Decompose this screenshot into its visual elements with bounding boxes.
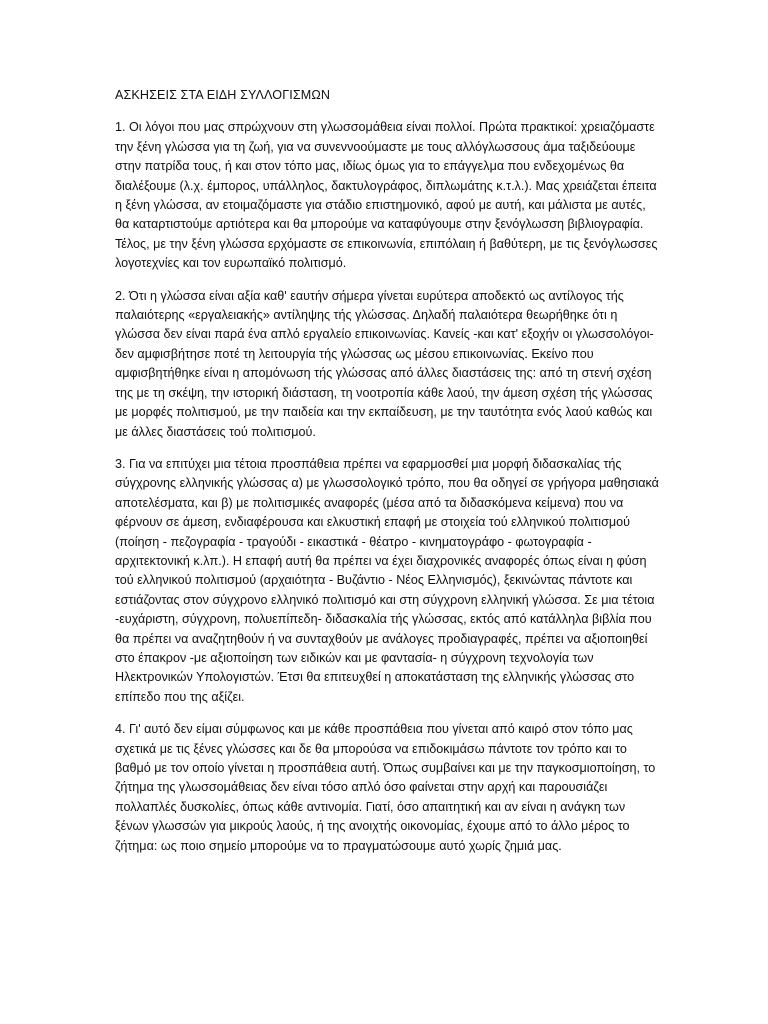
paragraph-4: 4. Γι' αυτό δεν είμαι σύμφωνος και με κάθε προσπάθεια που γίνεται από καιρό στον τόπο μας σχετικά με τις ξένες γλώσσες και δε θα μπορούσα να επιδοκιμάσω πάντοτε τον τρόπο και το βαθμό με τον οποίο γίνεται η προσπάθεια αυτή. Όπως συμβαίνει και με την παγκοσμιοποίηση, το ζήτημα της γλωσσομάθειας δεν είναι τόσο απλό όσο φαίνεται στην αρχή και παρουσιάζει πολλαπλές δυσκολίες, όπως κάθε αντινομία. Γιατί, όσο απαιτητική και αν είναι η ανάγκη των ξένων γλωσσών για μικρούς λαούς, ή της ανοιχτής οικονομίας, έχουμε από το άλλο μέρος το ζήτημα: ως ποιο σημείο μπορούμε να το πραγματώσουμε αυτό χωρίς ζημιά μας. [115,722,656,853]
paragraph-3: 3. Για να επιτύχει μια τέτοια προσπάθεια πρέπει να εφαρμοσθεί μια μορφή διδασκαλίας τής σύγχρονης ελληνικής γλώσσας α) με γλωσσολογικό τρόπο, που θα οδηγεί σε γρήγορα μαθησιακά αποτελέσματα, και β) με πολιτισμικές αναφορές (μέσα από τα διδασκόμενα κείμενα) που να φέρνουν σε άμεση, ενδιαφέρουσα και ελκυστική επαφή με στοιχεία τού ελληνικού πολιτισμού (ποίηση - πεζογραφία - τραγούδι - εικαστικά - θέατρο - κινηματογράφο - φωτογραφία - αρχιτεκτονική κ.λπ.). Η επαφή αυτή θα πρέπει να έχει διαχρονικές αναφορές όπως είναι η φύση τού ελληνικού πολιτισμού (αρχαιότητα - Βυζάντιο - Νέος Ελληνισμός), ξεκινώντας πάντοτε και εστιάζοντας στον σύγχρονο ελληνικό πολιτισμό και στη σύγχρονη ελληνική γλώσσα. Σε μια τέτοια -ευχάριστη, σύγχρονη, πολυεπίπεδη- διδασκαλία τής γλώσσας, εκτός από κατάλληλα βιβλία που θα πρέπει να αναζητηθούν ή να συνταχθούν με ανάλογες προδιαγραφές, πρέπει να αξιοποιηθεί στο έπακρον -με αξιοποίηση των ειδικών και με φαντασία- η σύγχρονη τεχνολογία των Ηλεκτρονικών Υπολογιστών. Έτσι θα επιτευχθεί η αποκατάσταση της ελληνικής γλώσσας στο επίπεδο που της αξίζει. [115,456,659,704]
document-body [115,86,660,869]
paragraph-2: 2. Ότι η γλώσσα είναι αξία καθ' εαυτήν σήμερα γίνεται ευρύτερα αποδεκτό ως αντίλογος τής παλαιότερης «εργαλειακής» αντίληψης τής γλώσσας. Δηλαδή παλαιότερα θεωρήθηκε ότι η γλώσσα δεν είναι παρά ένα απλό εργαλείο επικοινωνίας. Κανείς -και κατ' εξοχήν οι γλωσσολόγοι- δεν αμφισβήτησε ποτέ τη λειτουργία τής γλώσσας ως μέσου επικοινωνίας. Εκείνο που αμφισβητήθηκε είναι η απομόνωση τής γλώσσας από άλλες διαστάσεις της: από τη στενή σχέση της με τη σκέψη, την ιστορική διάσταση, τη νοοτροπία κάθε λαού, την άμεση σχέση τής γλώσσας με μορφές πολιτισμού, με την παιδεία και την εκπαίδευση, με την ταυτότητα ενός λαού καθώς και με άλλες διαστάσεις τού πολιτισμού. [115,288,654,439]
document-title: ΑΣΚΗΣΕΙΣ ΣΤΑ ΕΙΔΗ ΣΥΛΛΟΓΙΣΜΩΝ [115,88,331,102]
paragraph-1: 1. Οι λόγοι που μας σπρώχνουν στη γλωσσομάθεια είναι πολλοί. Πρώτα πρακτικοί: χρειαζόμαστε την ξένη γλώσσα για τη ζωή, για να συνεννοούμαστε με τους αλλόγλωσσους άμα ταξιδεύουμε στην πατρίδα τους, ή και στον τόπο μας, ιδίως όμως για το επάγγελμα που ενδεχομένως θα διαλέξουμε (λ.χ. έμπορος, υπάλληλος, δακτυλογράφος, διπλωμάτης κ.τ.λ.). Μας χρειάζεται έπειτα η ξένη γλώσσα, αν ετοιμαζόμαστε για στάδιο επιστημονικό, αφού με αυτή, και μάλιστα με αυτές, θα καταρτιστούμε αρτιότερα και θα μπορούμε να καταφύγουμε στην ξενόγλωσση βιβλιογραφία. Τέλος, με την ξένη γλώσσα ερχόμαστε σε επικοινωνία, επιπόλαιη ή βαθύτερη, με τις ξενόγλωσσες λογοτεχνίες και τον ευρωπαϊκό πολιτισμό. [115,120,658,271]
